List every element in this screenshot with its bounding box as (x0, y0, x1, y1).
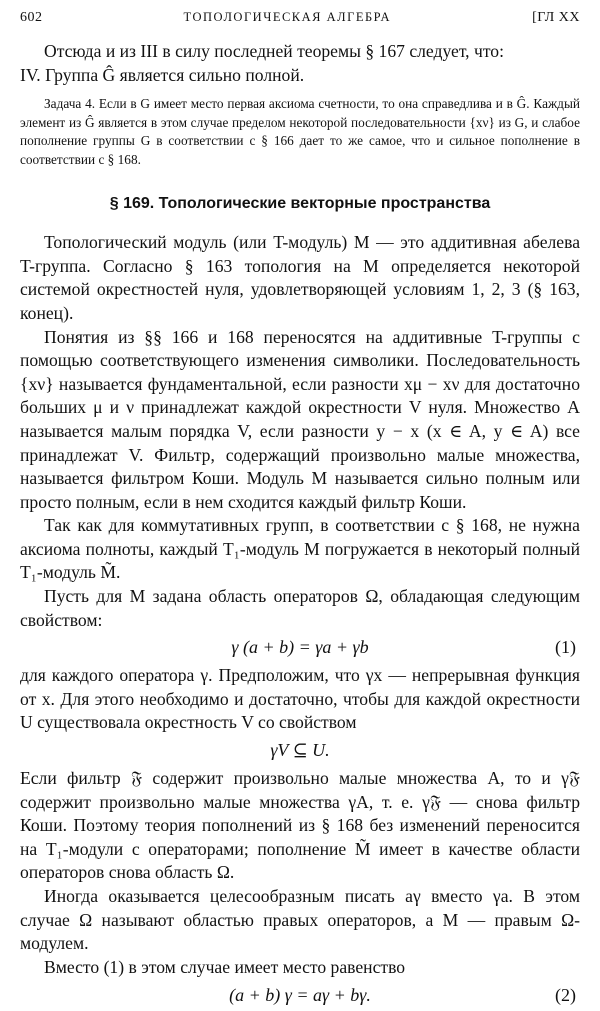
task-4: Задача 4. Если в G имеет место первая аксиома счетности, то она справедлива и в Ĝ. Каждый элемент из Ĝ является в этом случае пределом некоторой последовательности {xν} из G, и слабое пополнение группы G в соответствии с § 166 дает то же самое, что и сильное пополнение в соответствии с § 168. (20, 96, 580, 167)
paragraph-3: Так как для коммутативных групп, в соответствии с § 168, не нужна аксиома полноты, каждый T₁-модуль M погружается в некоторый полный T₁-модуль M̃. (20, 515, 580, 583)
statement-iv: IV. Группа Ĝ является сильно полной. (20, 64, 305, 85)
formula-inclusion (20, 735, 580, 767)
paragraph-2: Понятия из §§ 166 и 168 переносятся на аддитивные T-группы с помощью соответствующего изменения символики. Последовательность {xν} называется фундаментальной, если разности xμ − xν для достаточно больших μ и ν принадлежат каждой окрестности V нуля. Множество A называется малым порядка V, если разности y − x (x ∈ A, y ∈ A) все принадлежат V. Фильтр, содержащий произвольно малые множества, называется фильтром Коши. Модуль M называется сильно полным или просто полным, если в нем сходится каждый фильтр Коши. (20, 326, 580, 512)
page-body (20, 40, 580, 1011)
paragraph-4: Пусть для M задана область операторов Ω, обладающая следующим свойством: (20, 586, 580, 630)
intro-paragraph: Отсюда и из III в силу последней теоремы § 167 следует, что: (44, 41, 504, 61)
paragraph-6: Если фильтр 𝔉 содержит произвольно малые множества A, то и γ𝔉 содержит произвольно малые множества γA, т. е. γ𝔉 — снова фильтр Коши. Поэтому теория пополнений из § 168 без изменений переносится на T₁-модули с операторами; пополнение M̃ имеет в качестве области операторов снова область Ω. (20, 768, 580, 883)
formula-2-number: (2) (555, 984, 576, 1005)
section-title: § 169. Топологические векторные пространства (109, 194, 491, 212)
formula-2 (20, 979, 580, 1011)
paragraph-1: Топологический модуль (или T-модуль) M — это аддитивная абелева T-группа. Согласно § 163 топология на M определяется некоторой системой окрестностей нуля, удовлетворяющей условиям 1, 2, 3 (§ 163, конец). (20, 232, 580, 323)
page-number: 602 (20, 10, 43, 25)
formula-2-body: (a + b) γ = aγ + bγ. (229, 984, 371, 1005)
paragraph-5: для каждого оператора γ. Предположим, что γx — непрерывная функция от x. Для этого необходимо и достаточно, чтобы для каждой окрестности U существовала окрестность V со свойством (20, 665, 580, 733)
chapter-label: [ГЛ XX (532, 10, 580, 25)
running-header (20, 10, 580, 26)
formula-1-number: (1) (555, 637, 576, 658)
paragraph-7: Иногда оказывается целесообразным писать aγ вместо γa. В этом случае Ω называют областью правых операторов, а M — правым Ω-модулем. (20, 886, 580, 954)
running-title: ТОПОЛОГИЧЕСКАЯ АЛГЕБРА (183, 10, 392, 24)
formula-inclusion-body: γV ⊆ U. (270, 740, 330, 761)
formula-1 (20, 632, 580, 664)
formula-1-body: γ (a + b) = γa + γb (231, 637, 369, 658)
paragraph-8: Вместо (1) в этом случае имеет место равенство (44, 956, 406, 977)
